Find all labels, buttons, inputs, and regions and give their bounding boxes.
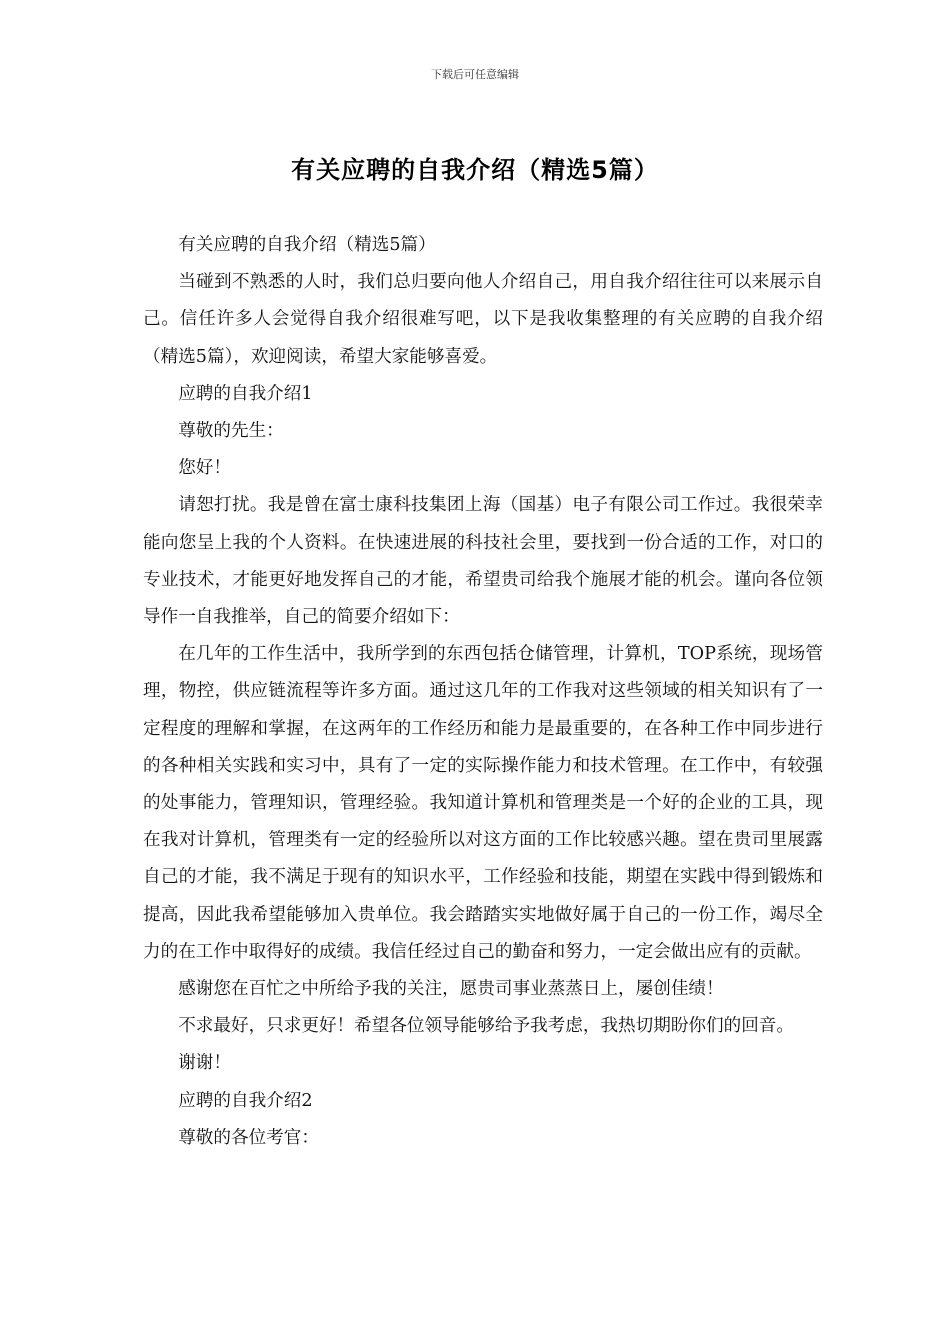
paragraph: 有关应聘的自我介绍（精选5篇） <box>178 235 436 255</box>
paragraph: 请恕打扰。我是曾在富士康科技集团上海（国基）电子有限公司工作过。我很荣幸能向您呈上我的个人资料。在快速进展的科技社会里，要找到一份合适的工作，对口的专业技术，才能更好地发挥自己的才能，希望贵司给我个施展才能的机会。谨向各位领导作一自我推举，自己的简要介绍如下： <box>143 495 823 628</box>
paragraph: 尊敬的先生： <box>178 421 284 442</box>
paragraph: 不求最好，只求更好！希望各位领导能够给予我考虑，我热切期盼你们的回音。 <box>178 1016 794 1037</box>
paragraph: 尊敬的各位考官： <box>178 1127 319 1148</box>
paragraph: 谢谢！ <box>178 1053 231 1074</box>
document-body <box>143 227 823 1157</box>
paragraph: 应聘的自我介绍2 <box>178 1090 313 1111</box>
document-title: 有关应聘的自我介绍（精选5篇） <box>291 156 659 184</box>
paragraph: 应聘的自我介绍1 <box>178 383 313 404</box>
paragraph: 在几年的工作生活中，我所学到的东西包括仓储管理，计算机，TOP系统，现场管理，物控，供应链流程等许多方面。通过这几年的工作我对这些领域的相关知识有了一定程度的理解和掌握，在这两年的工作经历和能力是最重要的，在各种工作中同步进行的各种相关实践和实习中，具有了一定的实际操作能力和技术管理。在工作中，有较强的处事能力，管理知识，管理经验。我知道计算机和管理类是一个好的企业的工具，现在我对计算机，管理类有一定的经验所以对这方面的工作比较感兴趣。望在贵司里展露自己的才能，我不满足于现有的知识水平，工作经验和技能，期望在实践中得到锻炼和提高，因此我希望能够加入贵单位。我会踏踏实实地做好属于自己的一份工作，竭尽全力的在工作中取得好的成绩。我信任经过自己的勤奋和努力，一定会做出应有的贡献。 <box>143 644 823 962</box>
paragraph: 您好！ <box>178 458 231 479</box>
header-note: 下载后可任意编辑 <box>431 68 519 81</box>
paragraph: 当碰到不熟悉的人时，我们总归要向他人介绍自己，用自我介绍往往可以来展示自己。信任许多人会觉得自我介绍很难写吧，以下是我收集整理的有关应聘的自我介绍（精选5篇），欢迎阅读，希望大家能够喜爱。 <box>143 272 823 367</box>
paragraph: 感谢您在百忙之中所给予我的关注，愿贵司事业蒸蒸日上，屡创佳绩！ <box>178 979 724 1000</box>
